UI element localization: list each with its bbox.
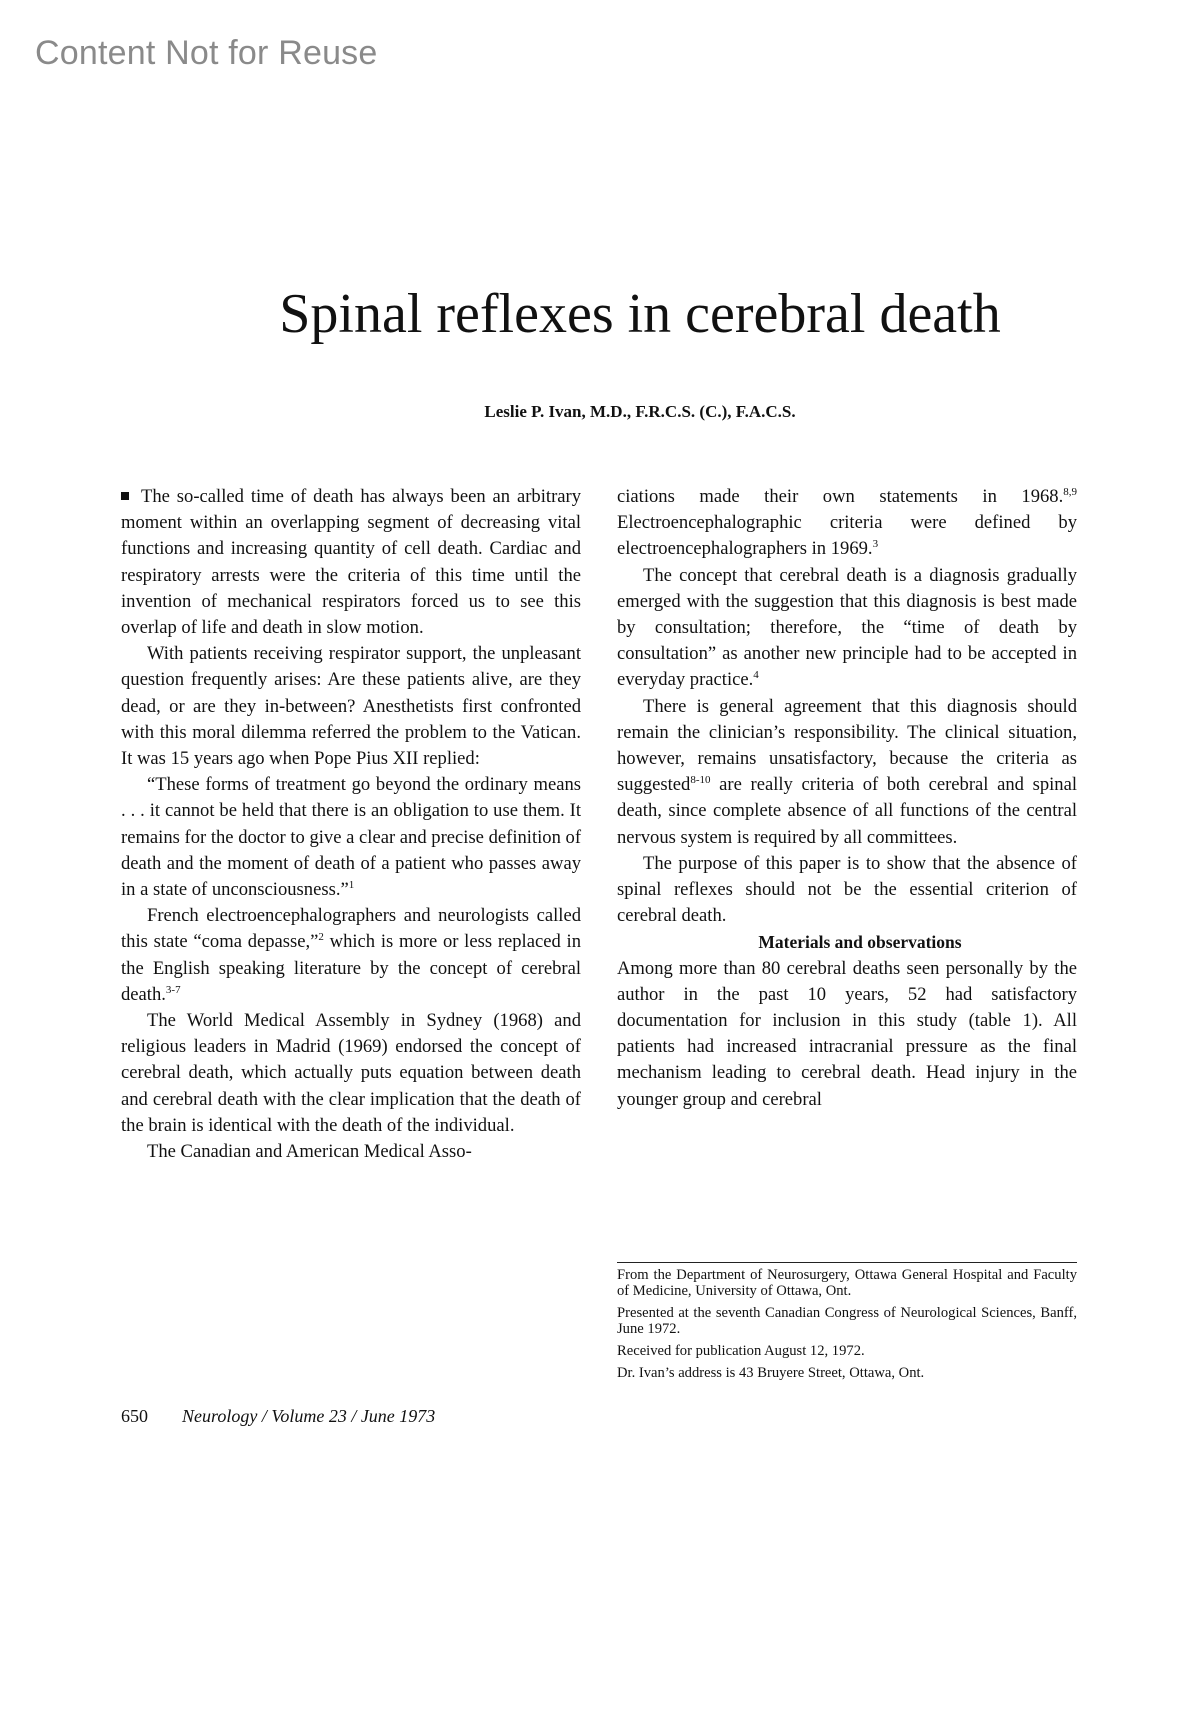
journal-citation: Neurology / Volume 23 / June 1973	[182, 1406, 436, 1426]
paragraph: Among more than 80 cerebral deaths seen personally by the author in the past 10 years, 52 had satisfactory documentation for inclusion in this study (table 1). All patients had increased intracranial pressure as the final mechanism leading to cerebral death. Head injury in the younger group and cerebral	[617, 957, 1077, 1110]
reference-superscript: 3-7	[165, 983, 181, 996]
right-column	[617, 484, 1077, 1113]
paragraph: The purpose of this paper is to show that the absence of spinal reflexes should not be the essential criterion of cerebral death.	[617, 852, 1077, 927]
paragraph-text: “These forms of treatment go beyond the ordinary means . . . it cannot be held that there is an obligation to use them. It remains for the doctor to give a clear and precise definition of death and the moment of death of a patient who passes away in a state of unconsciousness.”	[121, 774, 582, 901]
page-number: 650	[121, 1406, 148, 1426]
footnote: Presented at the seventh Canadian Congress of Neurological Sciences, Banff, June 1972.	[617, 1305, 1077, 1337]
paragraph-text: ciations made their own statements in 1968.	[617, 486, 1064, 507]
paragraph-text: Electroencephalographic criteria were defined by electroencephalographers in 1969.	[617, 512, 1077, 560]
paragraph-text: There is general agreement that this diagnosis should remain the clinician’s responsibility. The clinical situation, however, remains unsatisfactory, because the criteria as suggested	[617, 695, 1077, 796]
bullet-icon	[121, 492, 129, 500]
reference-superscript: 8-10	[690, 774, 711, 787]
reference-superscript: 4	[753, 669, 759, 682]
paragraph	[121, 484, 581, 641]
paragraph-text: are really criteria of both cerebral and spinal death, since complete absence of all functions of the central nervous system is required by all committees.	[617, 774, 1077, 848]
footnotes	[617, 1262, 1077, 1387]
footnote: From the Department of Neurosurgery, Ottawa General Hospital and Faculty of Medicine, University of Ottawa, Ont.	[617, 1267, 1077, 1299]
reference-superscript: 1	[348, 879, 355, 892]
paragraph-text: The so-called time of death has always been an arbitrary moment within an overlapping segment of decreasing vital functions and increasing quantity of cell death. Cardiac and respiratory arrests were the criteria of this time until the invention of mechanical respirators forced us to see this overlap of life and death in slow motion.	[121, 486, 581, 639]
page-footer	[121, 1406, 435, 1427]
paragraph	[617, 484, 1077, 563]
paragraph	[617, 694, 1077, 851]
paragraph	[121, 903, 581, 1008]
paragraph: The Canadian and American Medical Asso-	[147, 1141, 472, 1163]
paragraph-text: French electroencephalographers and neurologists called this state “coma depasse,”	[121, 905, 581, 953]
paragraph-text: which is more or less replaced in the English speaking literature by the concept of cerebral death.	[121, 931, 581, 1005]
paragraph	[121, 772, 581, 903]
article-title: Spinal reflexes in cerebral death	[279, 283, 1001, 345]
footnote: Dr. Ivan’s address is 43 Bruyere Street, Ottawa, Ont.	[617, 1365, 925, 1381]
author-line: Leslie P. Ivan, M.D., F.R.C.S. (C.), F.A.C.S.	[484, 402, 796, 421]
reference-superscript: 2	[318, 931, 324, 944]
paragraph-text: The concept that cerebral death is a diagnosis gradually emerged with the suggestion that this diagnosis is best made by consultation; therefore, the “time of death by consultation” as another new principle had to be accepted in everyday practice.	[617, 564, 1077, 691]
footnote: Received for publication August 12, 1972.	[617, 1343, 865, 1359]
section-heading: Materials and observations	[758, 932, 962, 953]
reference-superscript: 3	[872, 538, 879, 551]
reference-superscript: 8,9	[1063, 486, 1077, 498]
paragraph	[617, 563, 1077, 694]
paragraph: The World Medical Assembly in Sydney (1968) and religious leaders in Madrid (1969) endorsed the concept of cerebral death, which actually puts equation between death and cerebral death with the clear implication that the death of the brain is identical with the death of the individual.	[121, 1010, 581, 1136]
left-column	[121, 484, 581, 1165]
paragraph: With patients receiving respirator support, the unpleasant question frequently arises: Are these patients alive, are they dead, or are they in-between? Anesthetists first confronted with this moral dilemma referred the problem to the Vatican. It was 15 years ago when Pope Pius XII replied:	[121, 643, 581, 770]
watermark: Content Not for Reuse	[35, 34, 378, 72]
